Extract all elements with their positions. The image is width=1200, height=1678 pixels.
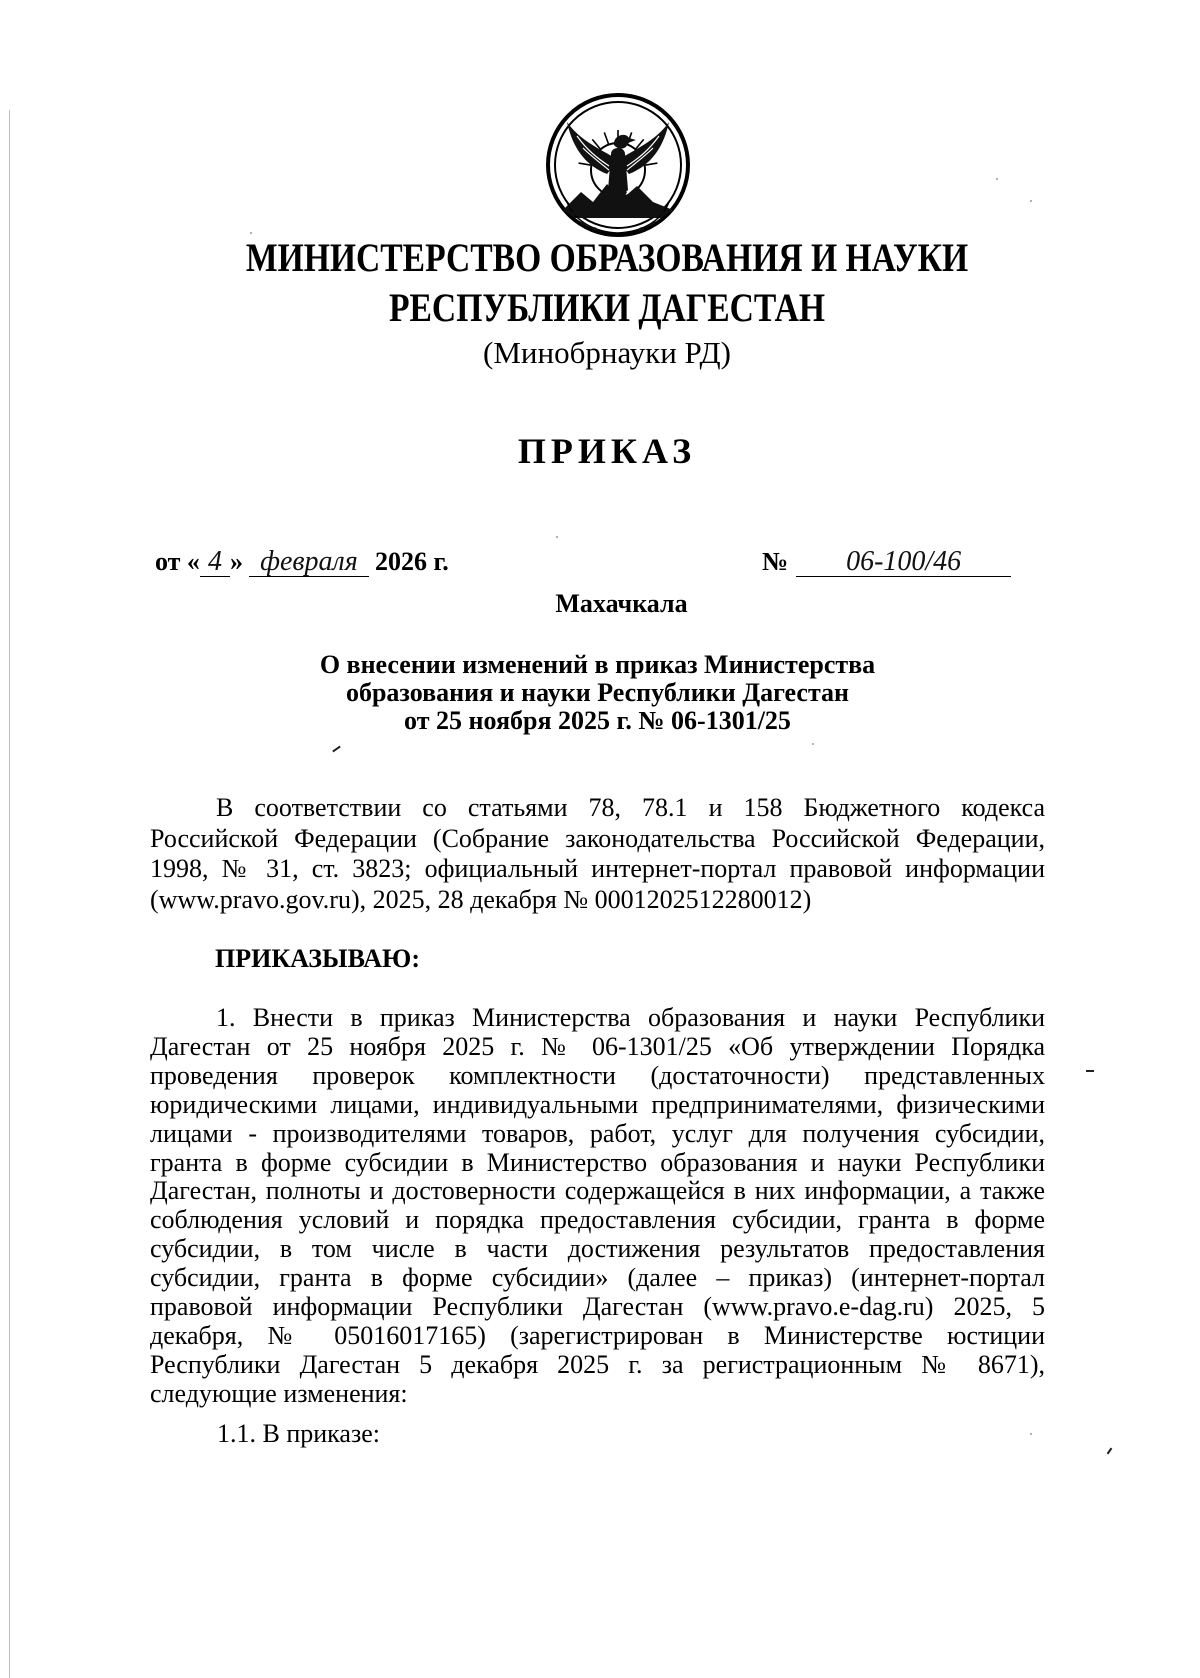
subject-line: от 25 ноября 2025 г. № 06-1301/25 [404, 706, 791, 735]
subject-line: О внесении изменений в приказ Министерства [319, 650, 876, 679]
date-year: 2026 г. [374, 547, 449, 576]
ministry-name-line2: РЕСПУБЛИКИ ДАГЕСТАН [388, 285, 826, 330]
ministry-short-name: (Минобрнауки РД) [483, 335, 731, 370]
scan-speck [1030, 200, 1032, 202]
date-day-close: » [229, 547, 243, 576]
item-1-1: 1.1. В приказе: [217, 1418, 380, 1448]
scan-mark [332, 746, 341, 753]
order-number-handwritten: 06-100/46 [796, 548, 1011, 577]
subject-line: образования и науки Республики Дагестан [345, 678, 850, 707]
number-sign: № [762, 547, 789, 576]
scan-mark [1086, 1070, 1094, 1072]
order-number [762, 546, 1011, 578]
scan-speck [1030, 1433, 1032, 1435]
scan-speck [556, 536, 558, 538]
order-body [150, 793, 1045, 1448]
scan-edge-line [9, 110, 10, 1678]
city-name: Махачкала [555, 589, 688, 618]
date-day-handwritten: 4 [200, 548, 230, 577]
coat-of-arms-icon [543, 90, 693, 240]
date-month-handwritten: февраля [249, 548, 369, 577]
order-subject [150, 651, 1045, 735]
preamble-paragraph: В соответствии со статьями 78, 78.1 и 158 Бюджетного кодекса Российской Федерации (Собрание законодательства Российской Федерации, 1998, № 31, ст. 3823; официальный интернет-портал правовой информации (www.pravo.gov.ru), 2025, 28 декабря № 0001202512280012) [150, 793, 1045, 914]
scan-speck [250, 232, 252, 234]
document-type-title: ПРИКАЗ [517, 431, 697, 471]
scan-speck [812, 743, 814, 745]
paragraph-1: 1. Внести в приказ Министерства образования и науки Республики Дагестан от 25 ноября 2025 г. № 06-1301/25 «Об утверждении Порядка проведения проверок комплектности (достаточности) представленных юридическими лицами, индивидуальными предпринимателями, физическими лицами - производителями товаров, работ, услуг для получения субсидии, гранта в форме субсидии в Министерство образования и науки Республики Дагестан, полноты и достоверности содержащейся в них информации, а также соблюдения условий и порядка предоставления субсидии, гранта в форме субсидии, в том числе в части достижения результатов предоставления субсидии, гранта в форме субсидии» (далее – приказ) (интернет-портал правовой информации Республики Дагестан (www.pravo.e-dag.ru) 2025, 5 декабря, № 05016017165) (зарегистрирован в Министерстве юстиции Республики Дагестан 5 декабря 2025 г. за регистрационным № 8671), следующие изменения: [150, 1003, 1045, 1408]
scan-speck [996, 178, 998, 180]
date-prefix: от « [155, 547, 200, 576]
order-date [155, 546, 449, 578]
scan-mark [1107, 1448, 1113, 1455]
order-directive: ПРИКАЗЫВАЮ: [215, 944, 420, 973]
ministry-name-line1: МИНИСТЕРСТВО ОБРАЗОВАНИЯ И НАУКИ [245, 235, 969, 280]
